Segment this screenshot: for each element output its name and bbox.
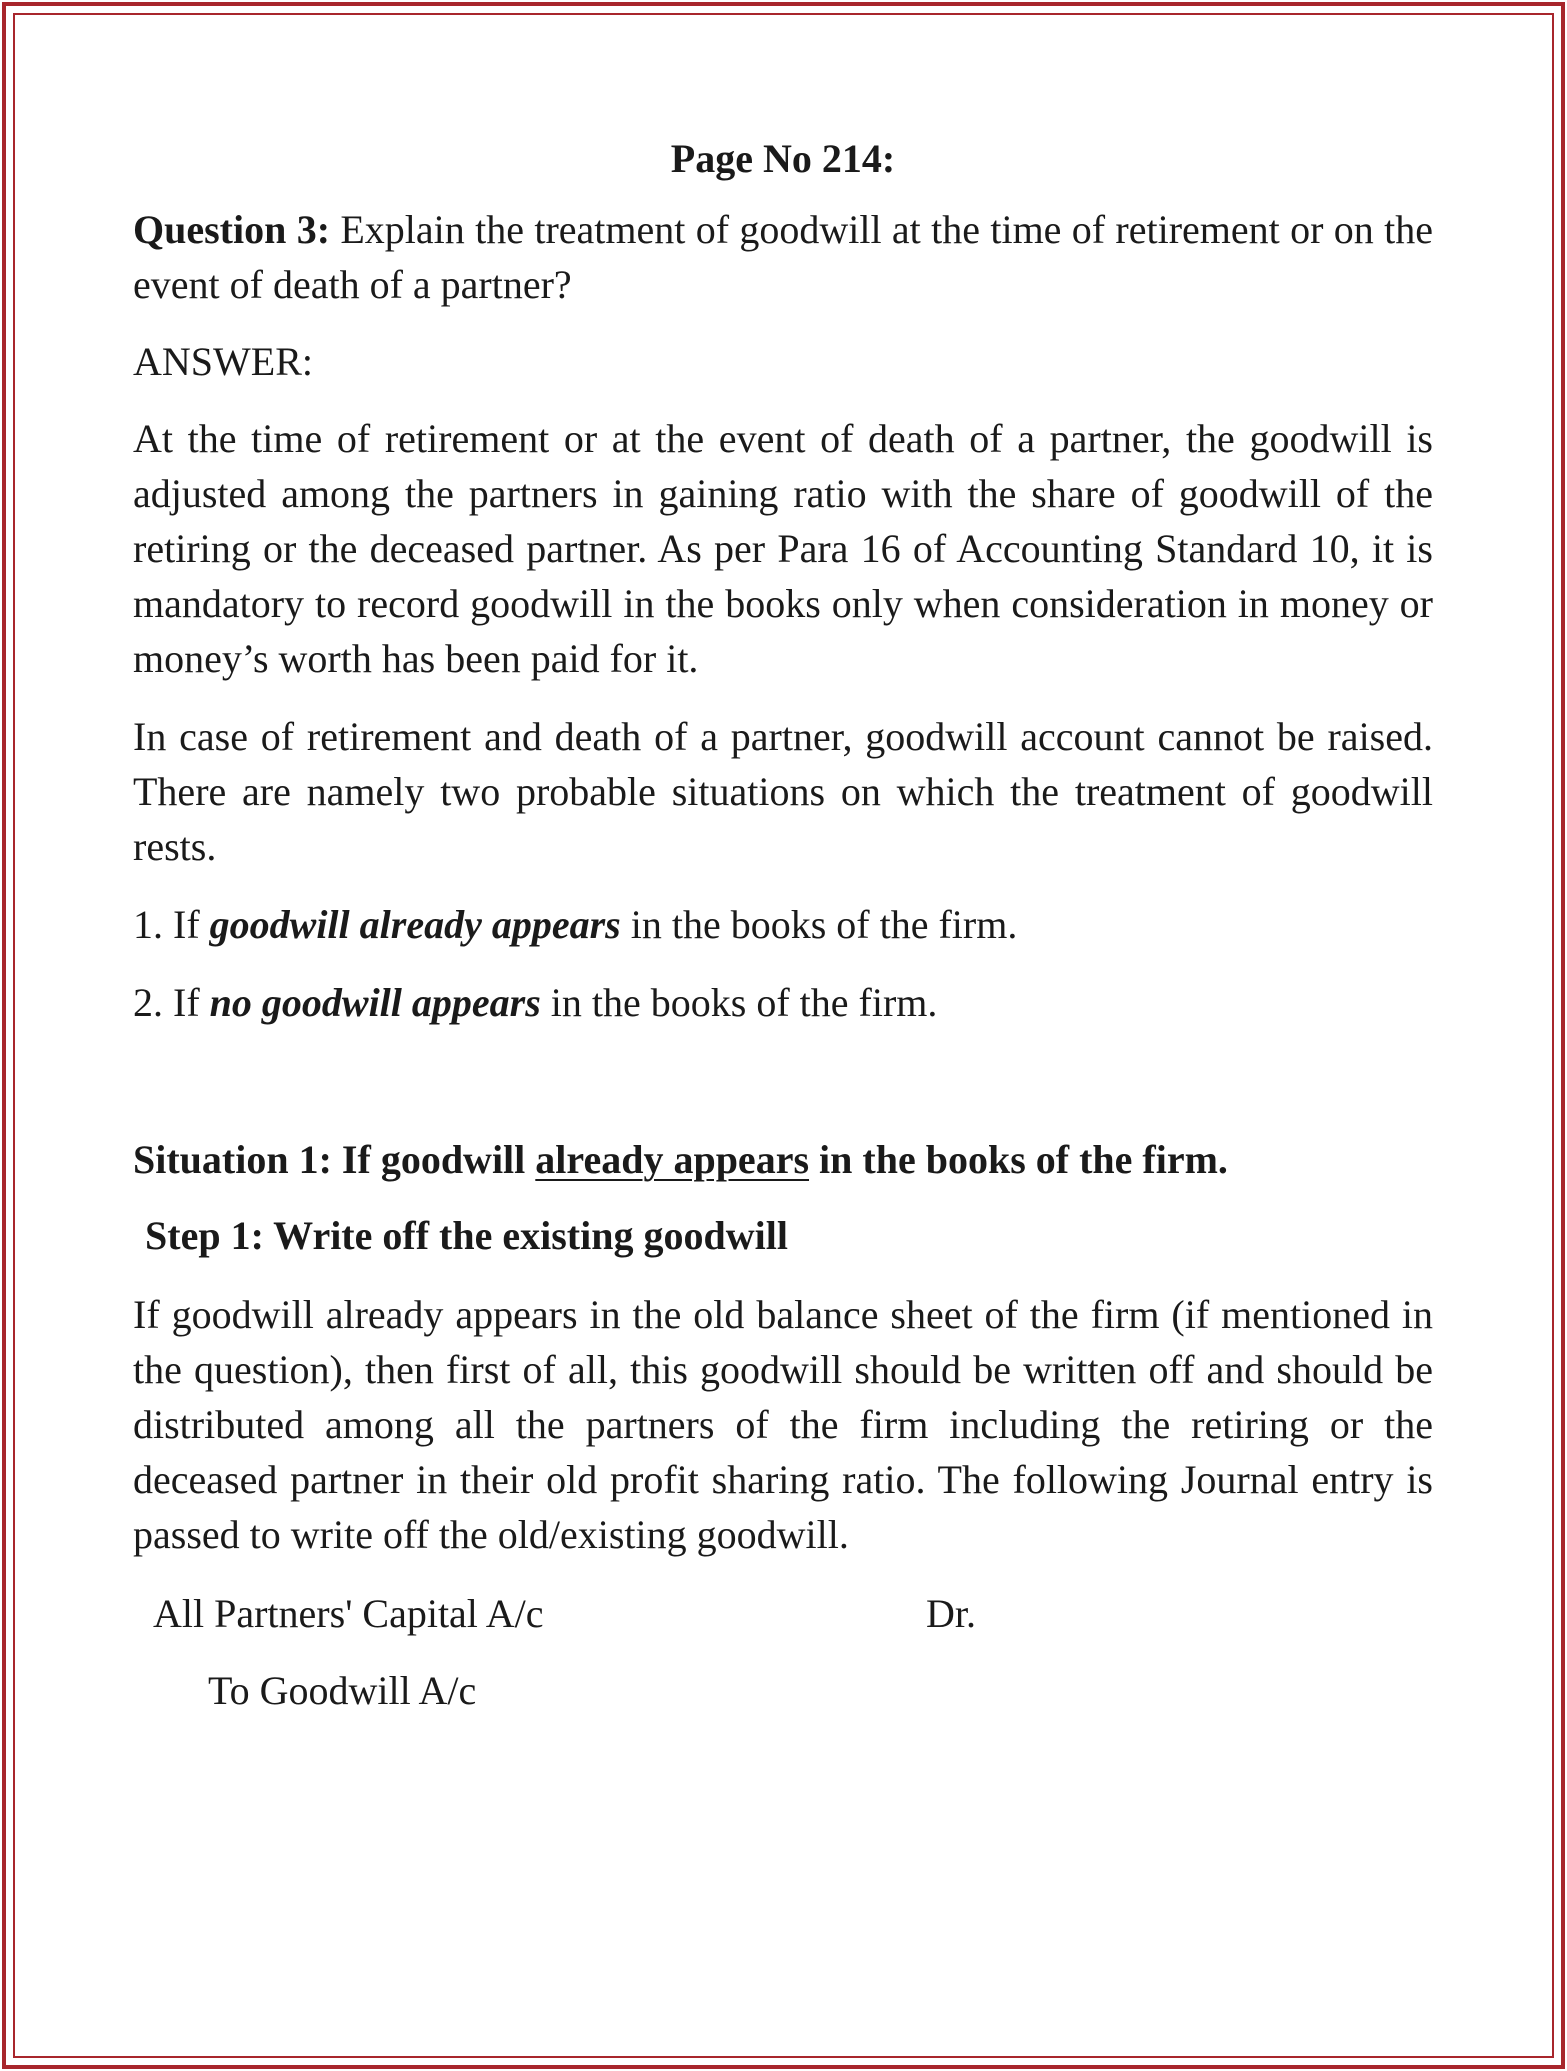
journal-entry: [133, 1586, 1433, 1726]
answer-label: ANSWER:: [133, 339, 313, 384]
question-paragraph: [133, 202, 1433, 312]
list-item-suffix: in the books of the firm.: [620, 902, 1018, 947]
list-item: [133, 975, 1433, 1030]
situation-heading: [133, 1132, 1433, 1187]
journal-debit-account: All Partners' Capital A/c: [153, 1591, 544, 1636]
step-heading: Step 1: Write off the existing goodwill: [145, 1213, 788, 1258]
list-item-prefix: 1. If: [133, 902, 210, 947]
page-number-heading: Page No 214:: [670, 136, 896, 181]
list-item-emphasis: goodwill already appears: [209, 902, 621, 947]
situation-underlined: already appears: [535, 1137, 810, 1182]
journal-dr-label: Dr.: [926, 1591, 976, 1636]
document-body: [133, 130, 1433, 1726]
answer-paragraph: At the time of retirement or at the event of death of a partner, the goodwill is adjusted among the partners in gaining ratio with the share of goodwill of the retiring or the deceased partner. As per Para 16 of Accounting Standard 10, it is mandatory to record goodwill in the books only when consideration in money or money’s worth has been paid for it.: [133, 416, 1433, 681]
situation-prefix: Situation 1: If goodwill: [133, 1137, 536, 1182]
step-paragraph: If goodwill already appears in the old balance sheet of the firm (if mentioned in the question), then first of all, this goodwill should be written off and should be distributed among all the partners of the firm including the retiring or the deceased partner in their old profit sharing ratio. The following Journal entry is passed to write off the old/existing goodwill.: [133, 1292, 1433, 1557]
journal-credit-account: To Goodwill A/c: [208, 1668, 477, 1713]
list-item-suffix: in the books of the firm.: [540, 980, 938, 1025]
list-item-emphasis: no goodwill appears: [209, 980, 541, 1025]
list-item: [133, 897, 1433, 952]
question-text: Explain the treatment of goodwill at the time of retirement or on the event of death of a partner?: [133, 207, 1433, 307]
answer-paragraph: In case of retirement and death of a partner, goodwill account cannot be raised. There are namely two probable situations on which the treatment of goodwill rests.: [133, 714, 1433, 869]
list-item-prefix: 2. If: [133, 980, 210, 1025]
question-label: Question 3:: [133, 207, 331, 252]
situation-suffix: in the books of the firm.: [809, 1137, 1228, 1182]
